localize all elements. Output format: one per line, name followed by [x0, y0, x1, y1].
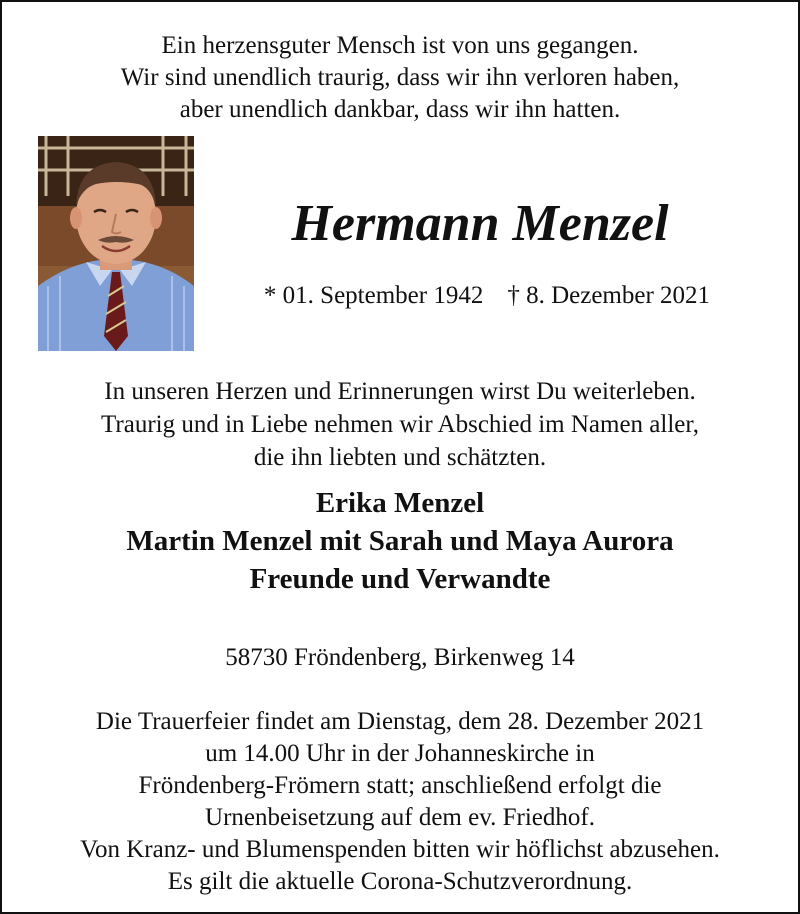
condolence-line: die ihn liebten und schätzten. — [253, 444, 547, 471]
service-line: Urnenbeisetzung auf dem ev. Friedhof. — [205, 804, 595, 831]
intro-line: Wir sind unendlich traurig, dass wir ihn verloren haben, — [120, 64, 680, 91]
condolence-line: In unseren Herzen und Erinnerungen wirst Du weiterleben. — [104, 378, 696, 405]
intro-text — [0, 30, 800, 126]
mourner-line: Erika Menzel — [315, 487, 485, 519]
birth-date: * 01. September 1942 — [263, 282, 484, 309]
family-address: 58730 Fröndenberg, Birkenweg 14 — [225, 644, 575, 671]
condolence-line: Traurig und in Liebe nehmen wir Abschied im Namen aller, — [101, 411, 699, 438]
intro-line: Ein herzensguter Mensch ist von uns gegangen. — [161, 32, 639, 59]
mourner-line: Martin Menzel mit Sarah und Maya Aurora — [126, 525, 674, 557]
service-line: Fröndenberg-Frömern statt; anschließend erfolgt die — [138, 772, 662, 799]
deceased-name: Hermann Menzel — [291, 195, 669, 252]
service-line: um 14.00 Uhr in der Johanneskirche in — [205, 740, 595, 767]
life-dates — [222, 280, 752, 312]
mourners-list — [0, 484, 800, 598]
condolence-text — [0, 375, 800, 474]
service-line: Von Kranz- und Blumenspenden bitten wir höflichst abzusehen. — [80, 836, 720, 863]
portrait-photo — [38, 136, 194, 351]
mourner-line: Freunde und Verwandte — [249, 563, 551, 595]
intro-line: aber unendlich dankbar, dass wir ihn hatten. — [179, 96, 621, 123]
service-line: Die Trauerfeier findet am Dienstag, dem 28. Dezember 2021 — [95, 708, 705, 735]
service-line: Es gilt die aktuelle Corona-Schutzverordnung. — [167, 868, 633, 895]
funeral-service-text — [0, 706, 800, 898]
death-date: † 8. Dezember 2021 — [507, 282, 711, 309]
